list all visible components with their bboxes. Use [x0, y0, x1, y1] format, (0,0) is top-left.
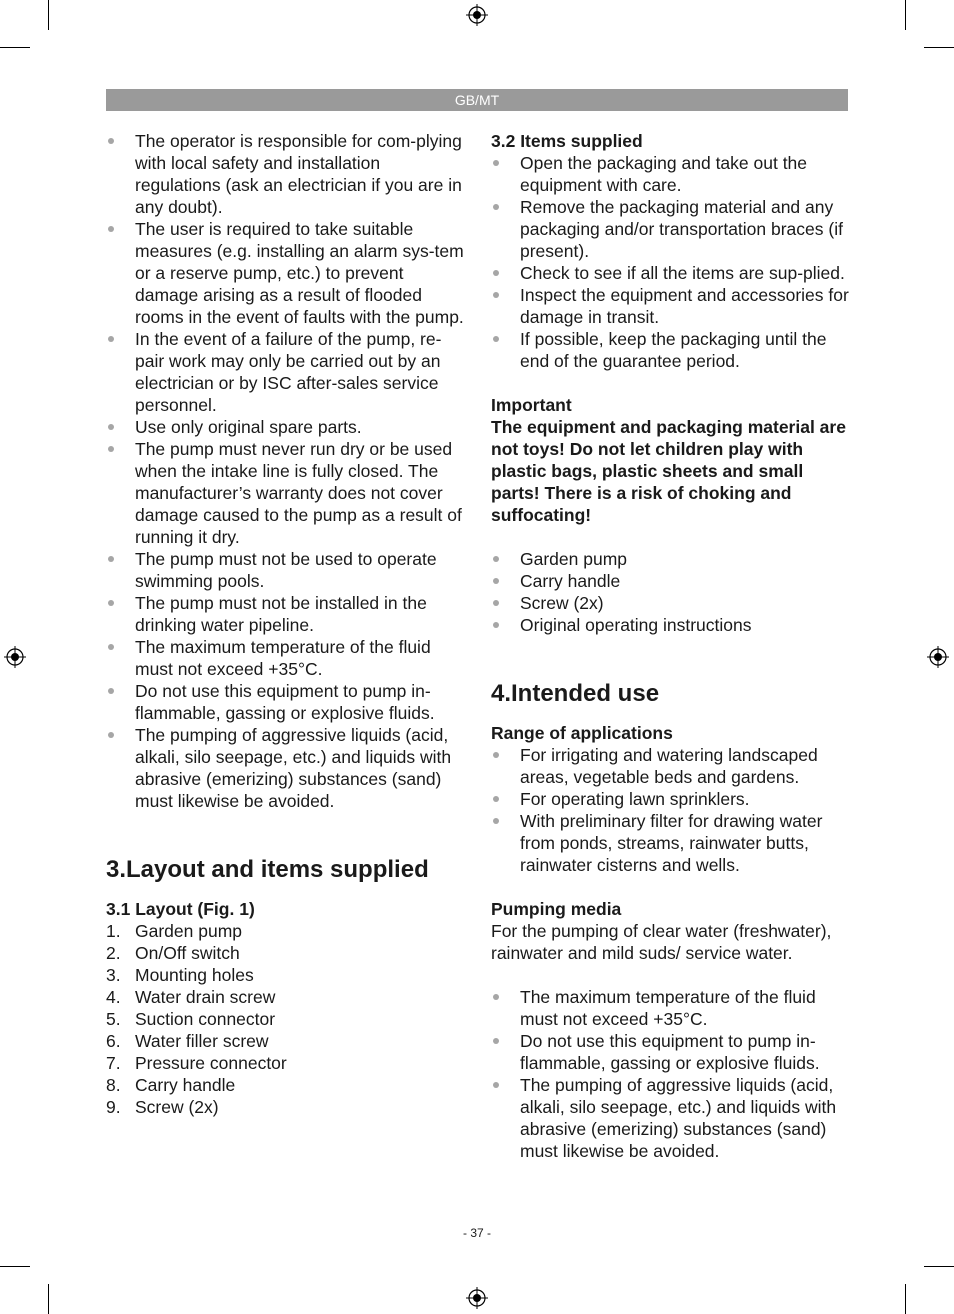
registration-mark-bottom-icon	[466, 1287, 488, 1309]
list-item: Check to see if all the items are sup-plied.	[491, 262, 851, 284]
item-number: 3.	[106, 965, 121, 985]
item-number: 5.	[106, 1009, 121, 1029]
registration-mark-right-icon	[927, 646, 949, 668]
safety-bullet-list	[106, 130, 466, 812]
list-item	[106, 1030, 466, 1052]
item-text: Carry handle	[135, 1075, 236, 1095]
item-text: Suction connector	[135, 1009, 276, 1029]
list-item: Use only original spare parts.	[106, 416, 466, 438]
list-item: The pump must not be installed in the drinking water pipeline.	[106, 592, 466, 636]
list-item: The maximum temperature of the fluid must not exceed +35°C.	[491, 986, 851, 1030]
crop-mark-bottom-left-v	[48, 1284, 49, 1314]
item-text: On/Off switch	[135, 943, 240, 963]
item-text: Garden pump	[135, 921, 243, 941]
list-item: The pumping of aggressive liquids (acid, alkali, silo seepage, etc.) and liquids with abrasive (emerizing) substances (sand) must likewise be avoided.	[106, 724, 466, 812]
list-item: Original operating instructions	[491, 614, 851, 636]
item-number: 6.	[106, 1031, 121, 1051]
item-text: Water filler screw	[135, 1031, 269, 1051]
section-3-title: Layout and items supplied	[126, 856, 429, 883]
crop-mark-top-right-v	[905, 0, 906, 30]
pumping-media-text: For the pumping of clear water (freshwater), rainwater and mild suds/ service water.	[491, 921, 832, 963]
list-item: Remove the packaging material and any packaging and/or transportation braces (if present).	[491, 196, 851, 262]
left-column	[106, 130, 466, 1118]
item-text: Pressure connector	[135, 1053, 287, 1073]
list-item: Garden pump	[491, 548, 851, 570]
list-item: The pumping of aggressive liquids (acid, alkali, silo seepage, etc.) and liquids with abrasive (emerizing) substances (sand) must likewise be avoided.	[491, 1074, 851, 1162]
crop-mark-top-left-v	[48, 0, 49, 30]
item-number: 1.	[106, 921, 121, 941]
section-3-heading	[106, 855, 466, 885]
layout-subheading: 3.1 Layout (Fig. 1)	[106, 899, 255, 919]
supplied-items-list	[491, 548, 851, 636]
list-item	[106, 1096, 466, 1118]
list-item	[106, 1008, 466, 1030]
item-text: Water drain screw	[135, 987, 276, 1007]
list-item	[106, 920, 466, 942]
item-number: 8.	[106, 1075, 121, 1095]
layout-parts-list	[106, 920, 466, 1118]
item-number: 7.	[106, 1053, 121, 1073]
list-item: For irrigating and watering landscaped areas, vegetable beds and gardens.	[491, 744, 851, 788]
list-item: Open the packaging and take out the equipment with care.	[491, 152, 851, 196]
important-warning-text: The equipment and packaging material are not toys! Do not let children play with plastic bags, plastic sheets and small parts! There is a risk of choking and suffocating!	[491, 417, 846, 525]
pumping-media-heading: Pumping media	[491, 899, 622, 919]
section-3-number: 3.	[106, 856, 127, 883]
list-item: Inspect the equipment and accessories for damage in transit.	[491, 284, 851, 328]
crop-mark-top-right-h	[924, 47, 954, 48]
list-item: Carry handle	[491, 570, 851, 592]
registration-mark-left-icon	[4, 646, 26, 668]
item-number: 4.	[106, 987, 121, 1007]
item-text: Mounting holes	[135, 965, 254, 985]
list-item	[106, 942, 466, 964]
right-column	[491, 130, 851, 1162]
list-item: The pump must not be used to operate swimming pools.	[106, 548, 466, 592]
list-item: The maximum temperature of the fluid must not exceed +35°C.	[106, 636, 466, 680]
important-heading: Important	[491, 395, 572, 415]
list-item: Do not use this equipment to pump in-flammable, gassing or explosive fluids.	[491, 1030, 851, 1074]
list-item: The pump must never run dry or be used when the intake line is fully closed. The manufacturer’s warranty does not cover damage caused to the pump as a result of running it dry.	[106, 438, 466, 548]
registration-mark-top-icon	[466, 4, 488, 26]
list-item: The operator is responsible for com-plying with local safety and installation regulations (ask an electrician if you are in any doubt).	[106, 130, 466, 218]
unpacking-steps-list	[491, 152, 851, 372]
section-4-number: 4.	[491, 680, 512, 707]
language-header-bar: GB/MT	[106, 89, 848, 111]
pumping-media-bullets	[491, 986, 851, 1162]
list-item: Do not use this equipment to pump in-flammable, gassing or explosive fluids.	[106, 680, 466, 724]
crop-mark-bottom-left-h	[0, 1266, 30, 1267]
applications-list	[491, 744, 851, 876]
list-item: With preliminary filter for drawing water from ponds, streams, rainwater butts, rainwater cisterns and wells.	[491, 810, 851, 876]
crop-mark-bottom-right-v	[905, 1284, 906, 1314]
page-number: - 37 -	[462, 1226, 491, 1240]
list-item: In the event of a failure of the pump, re-pair work may only be carried out by an electrician or by ISC after-sales service personnel.	[106, 328, 466, 416]
range-of-applications-heading: Range of applications	[491, 723, 673, 743]
item-text: Screw (2x)	[135, 1097, 219, 1117]
item-number: 9.	[106, 1097, 121, 1117]
section-4-title: Intended use	[511, 680, 660, 707]
section-4-heading	[491, 679, 851, 709]
list-item	[106, 1074, 466, 1096]
item-number: 2.	[106, 943, 121, 963]
list-item	[106, 1052, 466, 1074]
items-supplied-subheading: 3.2 Items supplied	[491, 131, 643, 151]
crop-mark-top-left-h	[0, 47, 30, 48]
list-item	[106, 986, 466, 1008]
list-item: Screw (2x)	[491, 592, 851, 614]
list-item: If possible, keep the packaging until the end of the guarantee period.	[491, 328, 851, 372]
list-item: The user is required to take suitable measures (e.g. installing an alarm sys-tem or a reserve pump, etc.) to prevent damage arising as a result of flooded rooms in the event of faults with the pump.	[106, 218, 466, 328]
list-item: For operating lawn sprinklers.	[491, 788, 851, 810]
crop-mark-bottom-right-h	[924, 1266, 954, 1267]
list-item	[106, 964, 466, 986]
